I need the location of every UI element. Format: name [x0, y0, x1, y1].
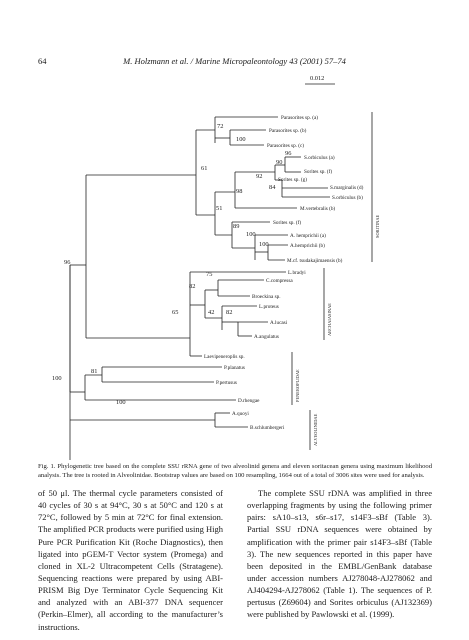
- clade-label-alveolinidae: ALVEOLINIDAE: [313, 413, 318, 446]
- bootstrap-value: 81: [91, 368, 98, 375]
- scale-label: 0.012: [310, 75, 325, 82]
- bootstrap-value: 96: [285, 150, 292, 157]
- bootstrap-value: 100: [52, 375, 62, 382]
- taxon-label: Parasorites sp. (c): [267, 143, 305, 149]
- bootstrap-value: 42: [208, 309, 215, 316]
- page-number: 64: [38, 56, 47, 66]
- tree-branches: [70, 112, 372, 460]
- taxon-label: Laevipeneroplis sp.: [204, 354, 245, 360]
- body-left-column: of 50 μl. The thermal cycle parameters consisted of 40 cycles of 30 s at 94°C, 30 s at 50°C and 120 s at 72°C, followed by 5 min at 72°C for final extension. The amplified PCR products were purified using High Pure PCR Purification Kit (Roche Diagnostics), then ligated into pGEM-T Vector system (Promega) and cloned in XL-2 Ultracompetent Cells (Stratagene). Sequencing reactions were prepared by using ABI-PRISM Big Dye Terminator Cycle Sequencing Kit and analyzed with an ABI-377 DNA sequencer (Perkin–Elmer), all according to the manufacturer’s instructions.: [38, 488, 223, 632]
- bootstrap-value: 72: [217, 123, 224, 130]
- caption-text: Phylogenetic tree based on the complete SSU rRNA gene of two alveolinid genera and eleven soritacean genera using maximum likelihood analysis. The tree is rooted in Alveolinidae. Bootstrap values are based on 100 resampling, 1664 out of a total of 3006 sites were used for analysis.: [38, 463, 432, 479]
- bootstrap-value: 82: [189, 283, 196, 290]
- clade-label-soritinae: SORITINAE: [375, 214, 380, 238]
- taxon-label: L.proteus: [259, 304, 279, 310]
- bootstrap-value: 82: [226, 309, 233, 316]
- taxon-label: S.orbiculus (b): [332, 195, 363, 201]
- taxon-label: S.marginalis (d): [330, 185, 364, 191]
- bootstrap-value: 100: [116, 399, 126, 406]
- bootstrap-value: 65: [172, 309, 179, 316]
- taxon-label: D.rhengae: [238, 398, 260, 404]
- bootstrap-value: 98: [236, 188, 243, 195]
- figure-caption: [38, 463, 432, 481]
- taxon-label: A.quoyi: [232, 411, 249, 417]
- bootstrap-value: 61: [201, 165, 208, 172]
- taxon-label: P.planatus: [224, 365, 245, 371]
- taxon-label: Broeckina sp.: [252, 294, 281, 300]
- body-right-column: The complete SSU rDNA was amplified in three overlapping fragments by using the following primer pairs: sA10–s13, s6r–s17, s14F3–sBf (Table 3). Partial SSU rDNA sequences were obtained by amplification with the primer pair s14F3–sBf (Table 3). The new sequences reported in this paper have been deposited in the EMBL/GenBank database under accession numbers AJ278048-AJ278062 and AJ404294-AJ278062 (Table 1). The sequences of P. pertusus (Z69604) and Sorites orbiculus (AJ132369) were published by Pawlowski et al. (1999).: [247, 488, 432, 620]
- clade-label-archaiasinae: ARCHAIASINAE: [327, 303, 332, 336]
- bootstrap-value: 51: [216, 205, 223, 212]
- bootstrap-value: 100: [259, 241, 269, 248]
- taxon-label: Sorites sp. (f): [273, 220, 302, 226]
- taxon-label: A.hemprichii (b): [290, 243, 325, 249]
- caption-label: Fig. 1.: [38, 463, 56, 470]
- bootstrap-values: [52, 123, 291, 406]
- taxon-label: B.schlumbergeri: [250, 425, 285, 431]
- bootstrap-value: 90: [276, 159, 283, 166]
- taxon-label: Parasorites sp. (b): [269, 128, 307, 134]
- bootstrap-value: 84: [269, 184, 276, 191]
- clade-labels: [295, 215, 380, 446]
- taxon-label: A.angulatus: [254, 334, 279, 340]
- bootstrap-value: 96: [64, 259, 71, 266]
- taxon-label: Sorites sp. (g): [278, 177, 307, 183]
- bootstrap-value: 100: [246, 231, 256, 238]
- bootstrap-value: 89: [233, 223, 240, 230]
- taxon-label: S.orbiculus (a): [304, 155, 335, 161]
- clade-label-peneroplidae: PENEROPLIDAE: [295, 369, 300, 402]
- taxon-label: A. hemprichii (a): [290, 233, 326, 239]
- taxon-label: Parasorites sp. (a): [281, 115, 319, 121]
- taxon-label: A.lucasi: [270, 320, 288, 326]
- taxon-label: C.compressa: [266, 278, 293, 284]
- taxon-label: M.vertebralis (b): [300, 206, 336, 212]
- taxon-label: M.cf. tsudakajimaensis (b): [287, 258, 343, 264]
- taxon-label: P.pertusus: [216, 380, 237, 386]
- bootstrap-value: 100: [236, 136, 246, 143]
- taxon-labels: [204, 114, 364, 431]
- taxon-label: L.bradyi: [288, 270, 306, 276]
- bootstrap-value: 75: [206, 271, 213, 278]
- taxon-label: Sorites sp. (f): [304, 169, 333, 175]
- bootstrap-value: 92: [256, 173, 263, 180]
- journal-citation: M. Holzmann et al. / Marine Micropaleontology 43 (2001) 57–74: [123, 56, 346, 66]
- scale-bar: [305, 75, 335, 84]
